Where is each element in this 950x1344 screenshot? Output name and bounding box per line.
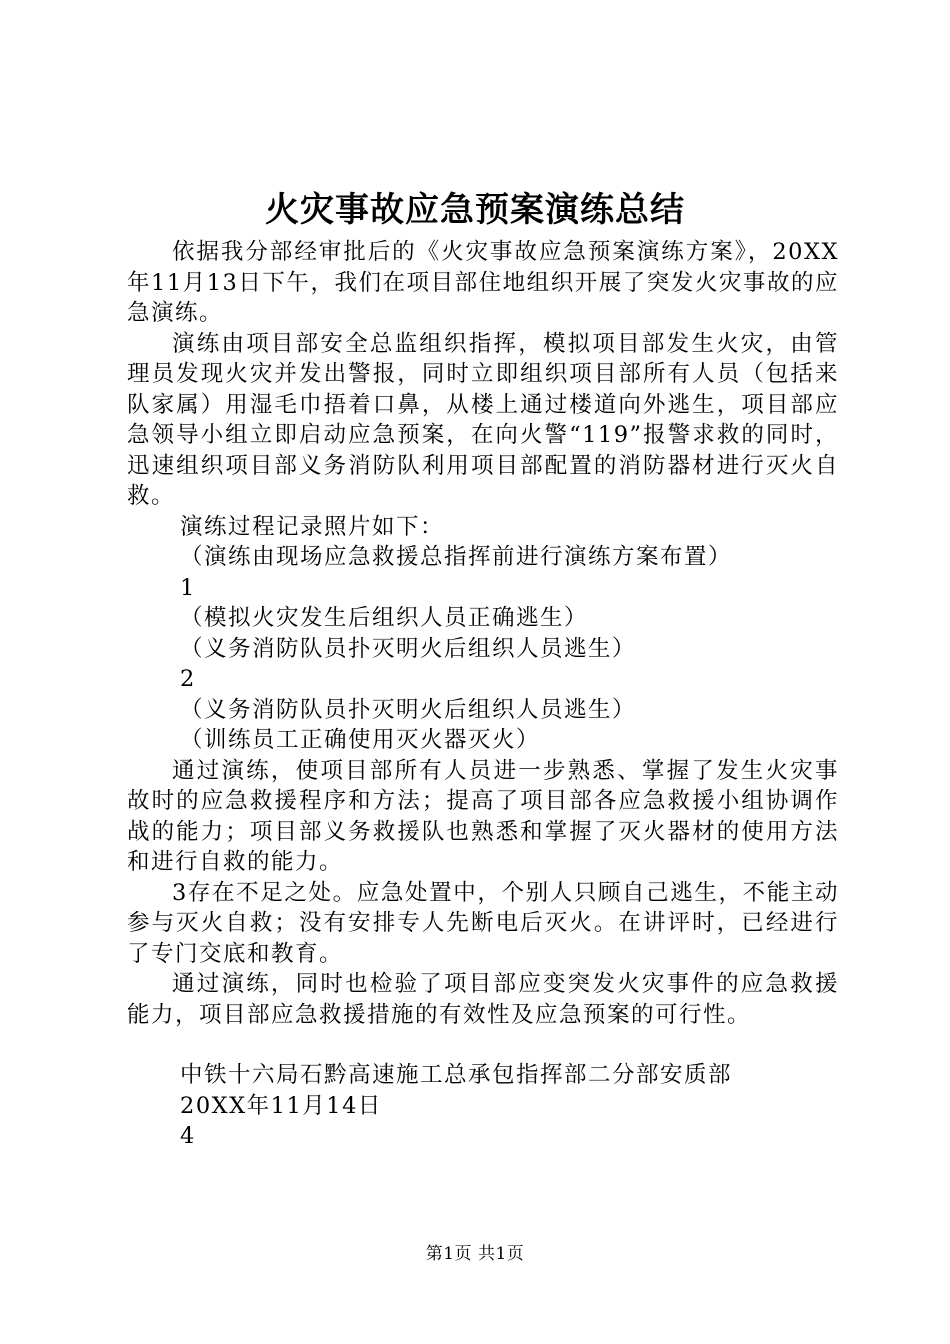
signature-date: 20XX年11月14日 <box>180 1092 382 1119</box>
photo-intro: 演练过程记录照片如下： <box>180 513 445 540</box>
photo-number-2: 2 <box>180 666 196 692</box>
photo-caption-4: （义务消防队员扑灭明火后组织人员逃生） <box>180 696 637 723</box>
paragraph-shortcomings: 3存在不足之处。应急处置中，个别人只顾自己逃生，不能主动参与灭火自救；没有安排专人先断电后灭火。在讲评时，已经进行了专门交底和教育。 <box>127 879 839 967</box>
signature-gap <box>127 1030 839 1060</box>
document-title: 火灾事故应急预案演练总结 <box>265 190 685 230</box>
signature-organization: 中铁十六局石黔高速施工总承包指挥部二分部安质部 <box>180 1062 733 1088</box>
photo-number-1: 1 <box>180 574 196 601</box>
photo-caption-5: （训练员工正确使用灭火器灭火） <box>180 727 541 753</box>
paragraph-intro: 依据我分部经审批后的《火灾事故应急预案演练方案》，20XX年11月13日下午，我们在项目部住地组织开展了突发火灾事故的应急演练。 <box>127 239 839 326</box>
photo-caption-2: （模拟火灾发生后组织人员正确逃生） <box>180 605 589 631</box>
paragraph-conclusion: 通过演练，同时也检验了项目部应变突发火灾事件的应急救援能力，项目部应急救援措施的有效性及应急预案的可行性。 <box>127 971 839 1028</box>
signature-number: 4 <box>180 1123 196 1149</box>
paragraph-results: 通过演练，使项目部所有人员进一步熟悉、掌握了发生火灾事故时的应急救援程序和方法；提高了项目部各应急救援小组协调作战的能力；项目部义务救援队也熟悉和掌握了灭火器材的使用方法和进行自救的能力。 <box>127 757 839 875</box>
document-body <box>127 237 839 1152</box>
photo-caption-1: （演练由现场应急救援总指挥前进行演练方案布置） <box>180 544 733 570</box>
photo-caption-3: （义务消防队员扑灭明火后组织人员逃生） <box>180 635 637 662</box>
page-footer: 第1页 共1页 <box>425 1244 525 1264</box>
paragraph-drill-description: 演练由项目部安全总监组织指挥，模拟项目部发生火灾，由管理员发现火灾并发出警报，同时立即组织项目部所有人员（包括来队家属）用湿毛巾捂着口鼻，从楼上通过楼道向外逃生，项目部应急领导小组立即启动应急预案，在向火警“119”报警求救的同时，迅速组织项目部义务消防队利用项目部配置的消防器材进行灭火自救。 <box>127 330 839 509</box>
